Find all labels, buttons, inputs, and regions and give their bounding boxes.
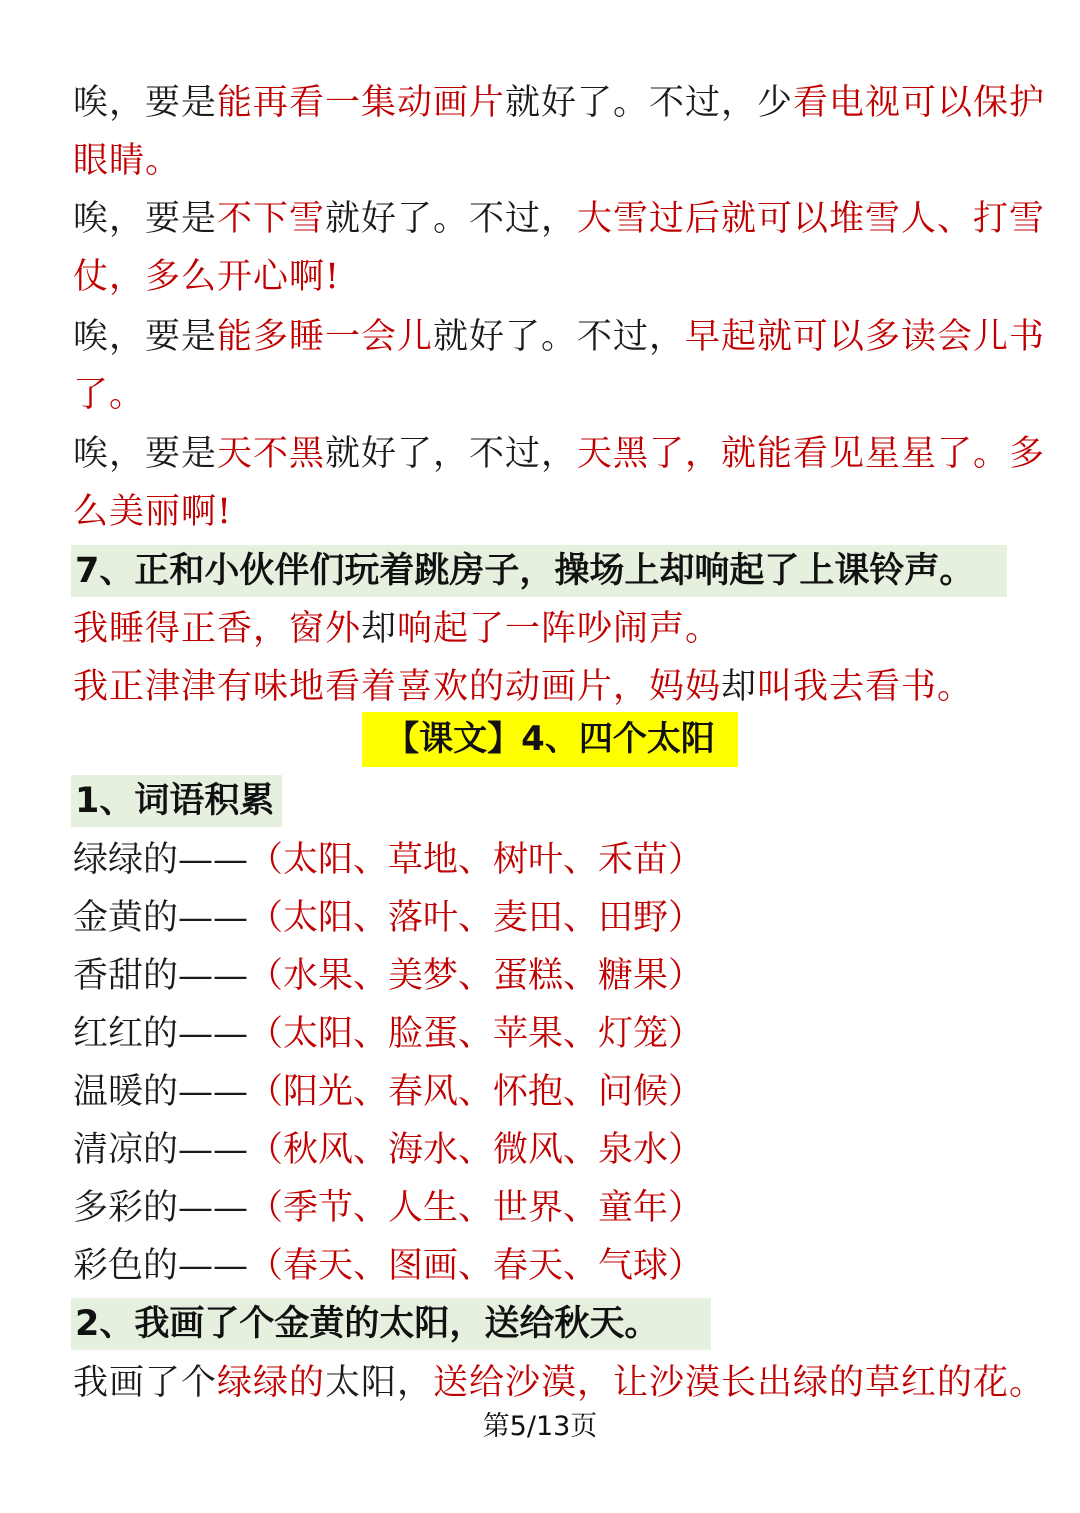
word-row: 香甜的——（水果、美梦、蛋糕、糖果） [73,956,704,996]
word-row: 绿绿的——（太阳、草地、树叶、禾苗） [73,840,704,880]
sentence-line-3: 唉，要是不下雪就好了。不过，大雪过后就可以堆雪人、打雪 [73,199,1046,239]
sentence-line-1: 唉，要是能再看一集动画片就好了。不过，少看电视可以保护 [73,83,1046,123]
page-number: 第5/13页 [482,1411,598,1442]
sentence-line-5: 唉，要是能多睡一会儿就好了。不过，早起就可以多读会儿书 [73,317,1046,357]
word-row: 多彩的——（季节、人生、世界、童年） [73,1188,704,1228]
word-row: 彩色的——（春天、图画、春天、气球） [73,1246,704,1286]
q7-example-1: 我睡得正香，窗外却响起了一阵吵闹声。 [73,609,722,649]
word-row: 红红的——（太阳、脸蛋、苹果、灯笼） [73,1014,704,1054]
sentence-line-6: 了。 [73,375,146,415]
q7-example-2: 我正津津有味地看着喜欢的动画片，妈妈却叫我去看书。 [73,667,974,707]
word-row: 金黄的——（太阳、落叶、麦田、田野） [73,898,704,938]
section-2-example: 我画了个绿绿的太阳，送给沙漠，让沙漠长出绿的草红的花。 [73,1363,1046,1403]
sentence-line-2: 眼睛。 [73,141,182,181]
section-2-heading: 2、我画了个金黄的太阳，送给秋天。 [71,1298,711,1350]
question-7-heading: 7、正和小伙伴们玩着跳房子，操场上却响起了上课铃声。 [71,545,1007,597]
section-1-heading: 1、词语积累 [71,775,282,827]
sentence-line-8: 么美丽啊! [73,492,233,532]
sentence-line-7: 唉，要是天不黑就好了，不过，天黑了，就能看见星星了。多 [73,434,1046,474]
word-row: 温暖的——（阳光、春风、怀抱、问候） [73,1072,704,1112]
word-row: 清凉的——（秋风、海水、微风、泉水） [73,1130,704,1170]
lesson-title: 【课文】4、四个太阳 [362,712,738,767]
sentence-line-4: 仗，多么开心啊! [73,257,341,297]
